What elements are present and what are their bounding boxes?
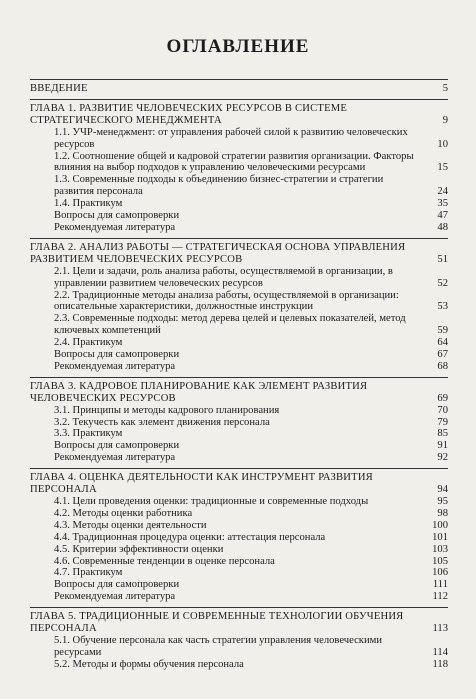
toc-entry-title: Рекомендуемая литература bbox=[54, 591, 176, 603]
toc-entry-title: 4.4. Традиционная процедура оценки: аттестация персонала bbox=[54, 531, 326, 543]
toc-page-number: 94 bbox=[437, 484, 448, 496]
toc-page-number: 100 bbox=[432, 519, 448, 531]
toc-section bbox=[30, 174, 448, 198]
toc-section bbox=[30, 417, 448, 429]
toc-page-number: 67 bbox=[437, 349, 448, 361]
toc-page-number: 98 bbox=[437, 507, 448, 519]
toc-page-number: 10 bbox=[437, 138, 448, 150]
toc-section bbox=[30, 440, 448, 452]
toc-entry-title: Рекомендуемая литература bbox=[54, 221, 176, 233]
toc-page-number: 51 bbox=[437, 253, 448, 265]
toc-page-number: 48 bbox=[437, 221, 448, 233]
toc-page-number: 35 bbox=[437, 198, 448, 210]
toc-entry-title: 2.4. Практикум bbox=[54, 337, 123, 349]
toc-section bbox=[30, 405, 448, 417]
divider bbox=[30, 238, 448, 239]
toc-section bbox=[30, 520, 448, 532]
toc-section bbox=[30, 151, 448, 175]
toc-section bbox=[30, 349, 448, 361]
toc-section bbox=[30, 198, 448, 210]
toc-page-number: 95 bbox=[437, 496, 448, 507]
toc-page-number: 101 bbox=[432, 531, 448, 543]
toc-entry-title: 5.2. Методы и формы обучения персонала bbox=[54, 658, 244, 670]
toc-page-number: 106 bbox=[432, 567, 448, 579]
toc-page-number: 69 bbox=[437, 392, 448, 404]
toc-section bbox=[30, 452, 448, 464]
toc-section bbox=[30, 266, 448, 290]
toc-page-number: 52 bbox=[437, 277, 448, 289]
toc-section bbox=[30, 290, 448, 314]
toc-page-number: 112 bbox=[432, 591, 448, 603]
toc-entry-title: ГЛАВА 1. РАЗВИТИЕ ЧЕЛОВЕЧЕСКИХ РЕСУРСОВ В СИСТЕМЕ СТРАТЕГИЧЕСКОГО МЕНЕДЖМЕНТА bbox=[30, 102, 348, 126]
toc-section bbox=[30, 659, 448, 671]
toc-page-number: 59 bbox=[437, 325, 448, 337]
toc-entry-title: 1.3. Современные подходы к объединению бизнес-стратегии и стратегии развития персонала bbox=[54, 174, 384, 198]
toc-chapter bbox=[30, 103, 448, 127]
toc-entry-title: 1.1. УЧР-менеджмент: от управления рабочей силой к развитию человеческих ресурсов bbox=[54, 126, 408, 150]
toc-chapter bbox=[30, 472, 448, 496]
toc-entry-title: 2.3. Современные подходы: метод дерева целей и целевых показателей, метод ключевых компетенций bbox=[54, 313, 406, 337]
toc-section bbox=[30, 591, 448, 603]
toc-entry-title: 1.2. Соотношение общей и кадровой стратегии развития организации. Факторы влияния на выбор подходов к управлению человеческими ресурсами bbox=[54, 150, 414, 174]
toc-section bbox=[30, 361, 448, 373]
toc-entry-title: 2.2. Традиционные методы анализа работы, осуществляемой в организации: описательные характеристики, должностные инструкции bbox=[54, 289, 399, 313]
toc-page-number: 91 bbox=[437, 440, 448, 452]
toc-page-number: 114 bbox=[432, 646, 448, 658]
toc-page-number: 79 bbox=[437, 416, 448, 428]
toc-page-number: 103 bbox=[432, 543, 448, 555]
toc-entry-title: 3.1. Принципы и методы кадрового планирования bbox=[54, 404, 280, 416]
toc-entries bbox=[30, 83, 448, 671]
toc-section bbox=[30, 496, 448, 508]
toc-section bbox=[30, 222, 448, 234]
page-title: ОГЛАВЛЕНИЕ bbox=[166, 36, 310, 57]
toc-section bbox=[30, 544, 448, 556]
toc-entry-title: ГЛАВА 4. ОЦЕНКА ДЕЯТЕЛЬНОСТИ КАК ИНСТРУМЕНТ РАЗВИТИЯ ПЕРСОНАЛА bbox=[30, 472, 373, 496]
divider bbox=[30, 377, 448, 378]
toc-entry-title: ГЛАВА 3. КАДРОВОЕ ПЛАНИРОВАНИЕ КАК ЭЛЕМЕНТ РАЗВИТИЯ ЧЕЛОВЕЧЕСКИХ РЕСУРСОВ bbox=[30, 380, 368, 404]
toc-entry-title: Рекомендуемая литература bbox=[54, 452, 176, 464]
toc-page-number: 70 bbox=[437, 404, 448, 416]
toc-section bbox=[30, 556, 448, 568]
table-of-contents bbox=[30, 79, 448, 671]
toc-entry-title: ВВЕДЕНИЕ bbox=[30, 83, 88, 94]
divider bbox=[30, 607, 448, 608]
toc-entry-title: 3.3. Практикум bbox=[54, 428, 123, 440]
toc-page-number: 92 bbox=[437, 452, 448, 464]
toc-entry-title: 4.2. Методы оценки работника bbox=[54, 507, 193, 519]
toc-entry-title: Вопросы для самопроверки bbox=[54, 349, 180, 361]
toc-page-number: 5 bbox=[442, 83, 448, 94]
toc-page-number: 111 bbox=[432, 579, 448, 591]
toc-chapter bbox=[30, 83, 448, 95]
toc-section bbox=[30, 567, 448, 579]
toc-entry-title: 4.3. Методы оценки деятельности bbox=[54, 519, 207, 531]
toc-entry-title: 4.7. Практикум bbox=[54, 567, 123, 579]
toc-page-number: 47 bbox=[437, 210, 448, 222]
toc-page-number: 105 bbox=[432, 555, 448, 567]
toc-entry-title: ГЛАВА 5. ТРАДИЦИОННЫЕ И СОВРЕМЕННЫЕ ТЕХНОЛОГИИ ОБУЧЕНИЯ ПЕРСОНАЛА bbox=[30, 611, 404, 635]
toc-page-number: 53 bbox=[437, 301, 448, 313]
toc-entry-title: Вопросы для самопроверки bbox=[54, 210, 180, 222]
toc-entry-title: 1.4. Практикум bbox=[54, 198, 123, 210]
toc-chapter bbox=[30, 242, 448, 266]
toc-section bbox=[30, 337, 448, 349]
toc-page-number: 85 bbox=[437, 428, 448, 440]
divider bbox=[30, 99, 448, 100]
toc-section bbox=[30, 210, 448, 222]
toc-section bbox=[30, 127, 448, 151]
toc-entry-title: 3.2. Текучесть как элемент движения персонала bbox=[54, 416, 270, 428]
toc-section bbox=[30, 508, 448, 520]
toc-entry-title: ГЛАВА 2. АНАЛИЗ РАБОТЫ — СТРАТЕГИЧЕСКАЯ ОСНОВА УПРАВЛЕНИЯ РАЗВИТИЕМ ЧЕЛОВЕЧЕСКИХ РЕСУРСОВ bbox=[30, 241, 406, 265]
toc-entry-title: 5.1. Обучение персонала как часть стратегии управления человеческими ресурсами bbox=[54, 634, 382, 658]
toc-section bbox=[30, 579, 448, 591]
toc-entry-title: Рекомендуемая литература bbox=[54, 360, 176, 372]
toc-chapter bbox=[30, 611, 448, 635]
toc-section bbox=[30, 313, 448, 337]
toc-section bbox=[30, 428, 448, 440]
toc-page-number: 15 bbox=[437, 162, 448, 174]
toc-page-number: 9 bbox=[442, 114, 448, 126]
toc-page-number: 64 bbox=[437, 337, 448, 349]
toc-page-number: 113 bbox=[432, 623, 448, 635]
toc-entry-title: Вопросы для самопроверки bbox=[54, 440, 180, 452]
toc-page-number: 68 bbox=[437, 360, 448, 372]
toc-entry-title: 4.1. Цели проведения оценки: традиционные и современные подходы bbox=[54, 496, 369, 507]
toc-entry-title: 2.1. Цели и задачи, роль анализа работы, осуществляемой в организации, в управлении развитием человеческих ресурсов bbox=[54, 265, 393, 289]
toc-page-number: 118 bbox=[432, 658, 448, 670]
toc-entry-title: 4.6. Современные тенденции в оценке персонала bbox=[54, 555, 275, 567]
divider bbox=[30, 79, 448, 80]
toc-section bbox=[30, 532, 448, 544]
toc-chapter bbox=[30, 381, 448, 405]
toc-page-number: 24 bbox=[437, 186, 448, 198]
toc-entry-title: 4.5. Критерии эффективности оценки bbox=[54, 543, 224, 555]
toc-section bbox=[30, 635, 448, 659]
toc-entry-title: Вопросы для самопроверки bbox=[54, 579, 180, 591]
divider bbox=[30, 468, 448, 469]
